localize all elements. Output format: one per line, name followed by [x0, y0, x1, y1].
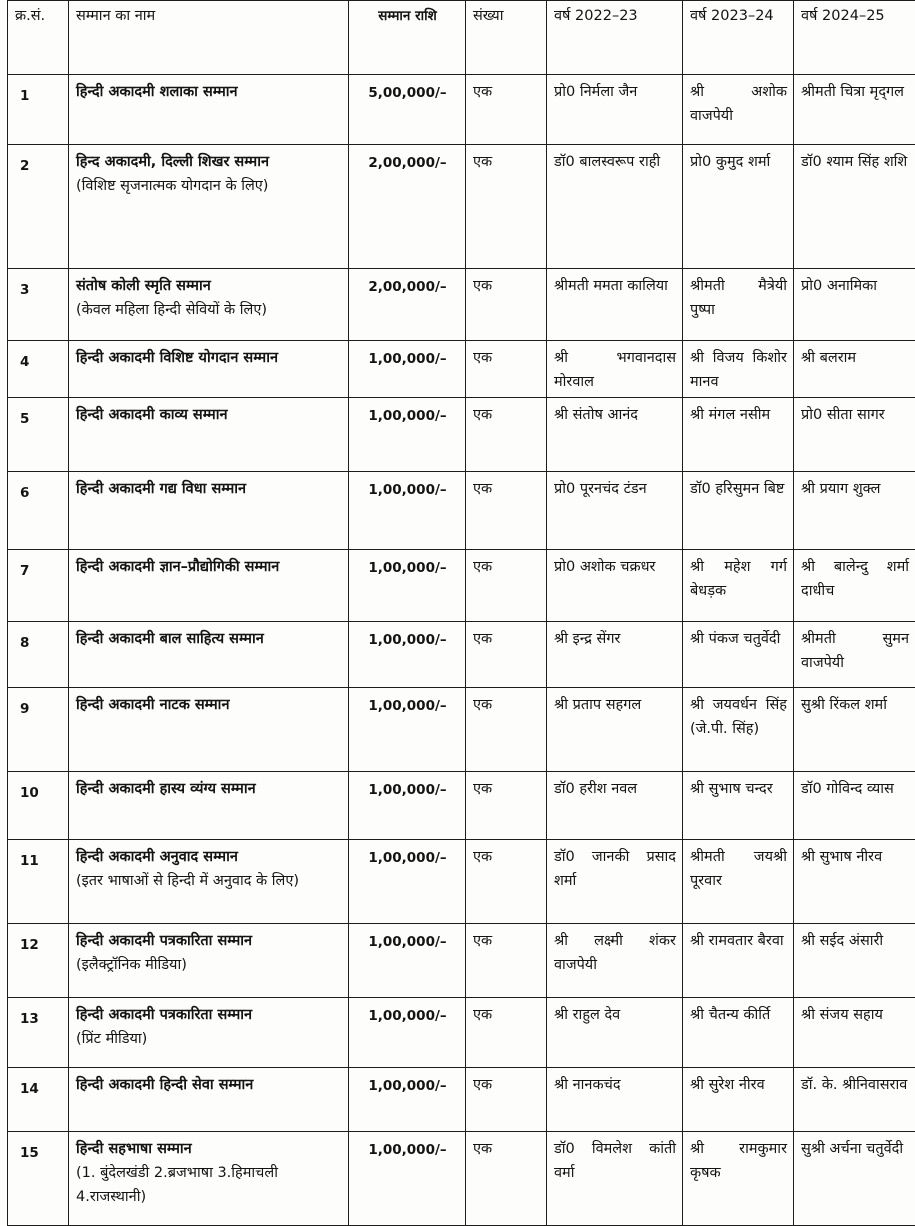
recipient-2024-25-cell: श्री प्रयाग शुक्ल — [794, 472, 915, 550]
award-count-cell: एक — [466, 75, 547, 145]
serial-number-cell: 12 — [8, 924, 69, 998]
recipient-2024-25-cell: श्री सुभाष नीरव — [794, 840, 915, 924]
recipient-2023-24-cell: श्री चैतन्य कीर्ति — [683, 998, 794, 1068]
award-name-cell — [69, 145, 349, 269]
award-name: हिन्दी अकादमी काव्य सम्मान — [76, 403, 342, 427]
recipient-2023-24-cell: श्री जयवर्धन सिंह (जे.पी. सिंह) — [683, 688, 794, 772]
award-subtitle: (प्रिंट मीडिया) — [76, 1027, 342, 1051]
recipient-2024-25-cell: सुश्री अर्चना चतुर्वेदी — [794, 1132, 915, 1226]
award-amount-cell: 1,00,000/– — [349, 924, 466, 998]
header-year-2023-24: वर्ष 2023–24 — [683, 1, 794, 75]
recipient-2024-25-cell: श्रीमती सुमन वाजपेयी — [794, 622, 915, 688]
award-amount-cell: 1,00,000/– — [349, 622, 466, 688]
awards-table — [7, 0, 915, 1226]
table-body — [8, 75, 915, 1226]
award-name-cell — [69, 772, 349, 840]
table-row — [8, 75, 915, 145]
recipient-2024-25-cell: श्रीमती चित्रा मृद्‌गल — [794, 75, 915, 145]
award-name-cell — [69, 269, 349, 341]
award-name-cell — [69, 341, 349, 398]
recipient-2022-23-cell: प्रो0 पूरनचंद टंडन — [547, 472, 683, 550]
recipient-2024-25-cell: श्री सईद अंसारी — [794, 924, 915, 998]
serial-number-cell: 1 — [8, 75, 69, 145]
award-name-cell — [69, 1068, 349, 1132]
serial-number-cell: 3 — [8, 269, 69, 341]
award-name-cell — [69, 688, 349, 772]
recipient-2023-24-cell: श्रीमती जयश्री पूरवार — [683, 840, 794, 924]
award-name-cell — [69, 622, 349, 688]
header-amount: सम्मान राशि — [349, 1, 466, 75]
award-amount-cell: 1,00,000/– — [349, 688, 466, 772]
award-amount-cell: 1,00,000/– — [349, 550, 466, 622]
award-subtitle: (विशिष्ट सृजनात्मक योगदान के लिए) — [76, 174, 342, 198]
award-amount-cell: 1,00,000/– — [349, 398, 466, 472]
recipient-2022-23-cell: डॉ0 हरीश नवल — [547, 772, 683, 840]
award-amount-cell: 1,00,000/– — [349, 341, 466, 398]
award-name: हिन्दी अकादमी बाल साहित्य सम्मान — [76, 627, 342, 651]
award-amount-cell: 2,00,000/– — [349, 145, 466, 269]
award-name: हिन्दी अकादमी गद्य विधा सम्मान — [76, 477, 342, 501]
award-name-cell — [69, 398, 349, 472]
table-row — [8, 1068, 915, 1132]
recipient-2024-25-cell: प्रो0 सीता सागर — [794, 398, 915, 472]
serial-number-cell: 7 — [8, 550, 69, 622]
recipient-2023-24-cell: श्री सुरेश नीरव — [683, 1068, 794, 1132]
award-subtitle: (1. बुंदेलखंडी 2.ब्रजभाषा 3.हिमाचली 4.राजस्थानी) — [76, 1161, 342, 1209]
award-name: हिन्दी अकादमी ज्ञान–प्रौद्योगिकी सम्मान — [76, 555, 342, 579]
award-amount-cell: 1,00,000/– — [349, 1068, 466, 1132]
award-name: हिन्दी अकादमी अनुवाद सम्मान — [76, 845, 342, 869]
award-subtitle: (इतर भाषाओं से हिन्दी में अनुवाद के लिए) — [76, 869, 342, 893]
serial-number-cell: 8 — [8, 622, 69, 688]
award-count-cell: एक — [466, 1132, 547, 1226]
serial-number-cell: 11 — [8, 840, 69, 924]
award-name: हिन्दी अकादमी शलाका सम्मान — [76, 80, 342, 104]
table-row — [8, 998, 915, 1068]
recipient-2022-23-cell: श्रीमती ममता कालिया — [547, 269, 683, 341]
table-row — [8, 840, 915, 924]
recipient-2022-23-cell: श्री संतोष आनंद — [547, 398, 683, 472]
award-count-cell: एक — [466, 998, 547, 1068]
serial-number-cell: 2 — [8, 145, 69, 269]
award-name: हिन्द अकादमी, दिल्ली शिखर सम्मान — [76, 150, 342, 174]
award-amount-cell: 5,00,000/– — [349, 75, 466, 145]
award-name: हिन्दी अकादमी विशिष्ट योगदान सम्मान — [76, 346, 342, 370]
recipient-2023-24-cell: श्री रामकुमार कृषक — [683, 1132, 794, 1226]
award-name-cell — [69, 75, 349, 145]
award-name: हिन्दी अकादमी पत्रकारिता सम्मान — [76, 1003, 342, 1027]
recipient-2023-24-cell: श्री रामवतार बैरवा — [683, 924, 794, 998]
recipient-2022-23-cell: श्री नानकचंद — [547, 1068, 683, 1132]
serial-number-cell: 4 — [8, 341, 69, 398]
header-count: संख्या — [466, 1, 547, 75]
award-name-cell — [69, 550, 349, 622]
header-year-2024-25: वर्ष 2024–25 — [794, 1, 915, 75]
award-name-cell — [69, 998, 349, 1068]
award-count-cell: एक — [466, 840, 547, 924]
table-row — [8, 145, 915, 269]
award-name: हिन्दी अकादमी हिन्दी सेवा सम्मान — [76, 1073, 342, 1097]
table-row — [8, 550, 915, 622]
award-count-cell: एक — [466, 1068, 547, 1132]
recipient-2024-25-cell: डॉ0 गोविन्द व्यास — [794, 772, 915, 840]
table-row — [8, 398, 915, 472]
award-count-cell: एक — [466, 472, 547, 550]
recipient-2024-25-cell: सुश्री रिंकल शर्मा — [794, 688, 915, 772]
serial-number-cell: 13 — [8, 998, 69, 1068]
award-count-cell: एक — [466, 772, 547, 840]
recipient-2023-24-cell: श्री सुभाष चन्दर — [683, 772, 794, 840]
recipient-2024-25-cell: श्री बलराम — [794, 341, 915, 398]
recipient-2022-23-cell: प्रो0 अशोक चक्रधर — [547, 550, 683, 622]
award-count-cell: एक — [466, 269, 547, 341]
recipient-2022-23-cell: श्री लक्ष्मी शंकर वाजपेयी — [547, 924, 683, 998]
recipient-2022-23-cell: डॉ0 जानकी प्रसाद शर्मा — [547, 840, 683, 924]
table-row — [8, 924, 915, 998]
recipient-2022-23-cell: डॉ0 बालस्वरूप राही — [547, 145, 683, 269]
award-count-cell: एक — [466, 341, 547, 398]
table-row — [8, 341, 915, 398]
table-row — [8, 688, 915, 772]
award-amount-cell: 1,00,000/– — [349, 1132, 466, 1226]
recipient-2024-25-cell: श्री संजय सहाय — [794, 998, 915, 1068]
table-row — [8, 269, 915, 341]
serial-number-cell: 6 — [8, 472, 69, 550]
serial-number-cell: 10 — [8, 772, 69, 840]
table-row — [8, 1132, 915, 1226]
award-name-cell — [69, 472, 349, 550]
award-name: संतोष कोली स्मृति सम्मान — [76, 274, 342, 298]
recipient-2022-23-cell: श्री राहुल देव — [547, 998, 683, 1068]
award-count-cell: एक — [466, 688, 547, 772]
award-amount-cell: 1,00,000/– — [349, 998, 466, 1068]
award-count-cell: एक — [466, 550, 547, 622]
header-serial: क्र.सं. — [8, 1, 69, 75]
recipient-2023-24-cell: डॉ0 हरिसुमन बिष्ट — [683, 472, 794, 550]
header-year-2022-23: वर्ष 2022–23 — [547, 1, 683, 75]
award-count-cell: एक — [466, 622, 547, 688]
recipient-2024-25-cell: श्री बालेन्दु शर्मा दाधीच — [794, 550, 915, 622]
award-name-cell — [69, 840, 349, 924]
recipient-2023-24-cell: प्रो0 कुमुद शर्मा — [683, 145, 794, 269]
serial-number-cell: 9 — [8, 688, 69, 772]
table-row — [8, 472, 915, 550]
serial-number-cell: 5 — [8, 398, 69, 472]
header-name: सम्मान का नाम — [69, 1, 349, 75]
recipient-2023-24-cell: श्री पंकज चतुर्वेदी — [683, 622, 794, 688]
award-amount-cell: 1,00,000/– — [349, 772, 466, 840]
recipient-2022-23-cell: श्री भगवानदास मोरवाल — [547, 341, 683, 398]
award-amount-cell: 1,00,000/– — [349, 840, 466, 924]
recipient-2022-23-cell: श्री प्रताप सहगल — [547, 688, 683, 772]
award-subtitle: (केवल महिला हिन्दी सेवियों के लिए) — [76, 298, 342, 322]
award-amount-cell: 1,00,000/– — [349, 472, 466, 550]
recipient-2023-24-cell: श्री अशोक वाजपेयी — [683, 75, 794, 145]
award-name: हिन्दी अकादमी पत्रकारिता सम्मान — [76, 929, 342, 953]
award-name-cell — [69, 1132, 349, 1226]
header-row — [8, 1, 915, 75]
recipient-2022-23-cell: श्री इन्द्र सेंगर — [547, 622, 683, 688]
table-row — [8, 622, 915, 688]
award-count-cell: एक — [466, 924, 547, 998]
award-name: हिन्दी सहभाषा सम्मान — [76, 1137, 342, 1161]
serial-number-cell: 15 — [8, 1132, 69, 1226]
recipient-2023-24-cell: श्री मंगल नसीम — [683, 398, 794, 472]
recipient-2022-23-cell: प्रो0 निर्मला जैन — [547, 75, 683, 145]
award-name-cell — [69, 924, 349, 998]
award-amount-cell: 2,00,000/– — [349, 269, 466, 341]
recipient-2022-23-cell: डॉ0 विमलेश कांती वर्मा — [547, 1132, 683, 1226]
recipient-2023-24-cell: श्री महेश गर्ग बेधड़क — [683, 550, 794, 622]
recipient-2024-25-cell: प्रो0 अनामिका — [794, 269, 915, 341]
award-count-cell: एक — [466, 145, 547, 269]
table-row — [8, 772, 915, 840]
award-name: हिन्दी अकादमी नाटक सम्मान — [76, 693, 342, 717]
recipient-2024-25-cell: डॉ0 श्याम सिंह शशि — [794, 145, 915, 269]
recipient-2024-25-cell: डॉ. के. श्रीनिवासराव — [794, 1068, 915, 1132]
recipient-2023-24-cell: श्री विजय किशोर मानव — [683, 341, 794, 398]
award-name: हिन्दी अकादमी हास्य व्यंग्य सम्मान — [76, 777, 342, 801]
award-subtitle: (इलैक्ट्रॉनिक मीडिया) — [76, 953, 342, 977]
recipient-2023-24-cell: श्रीमती मैत्रेयी पुष्पा — [683, 269, 794, 341]
award-count-cell: एक — [466, 398, 547, 472]
serial-number-cell: 14 — [8, 1068, 69, 1132]
